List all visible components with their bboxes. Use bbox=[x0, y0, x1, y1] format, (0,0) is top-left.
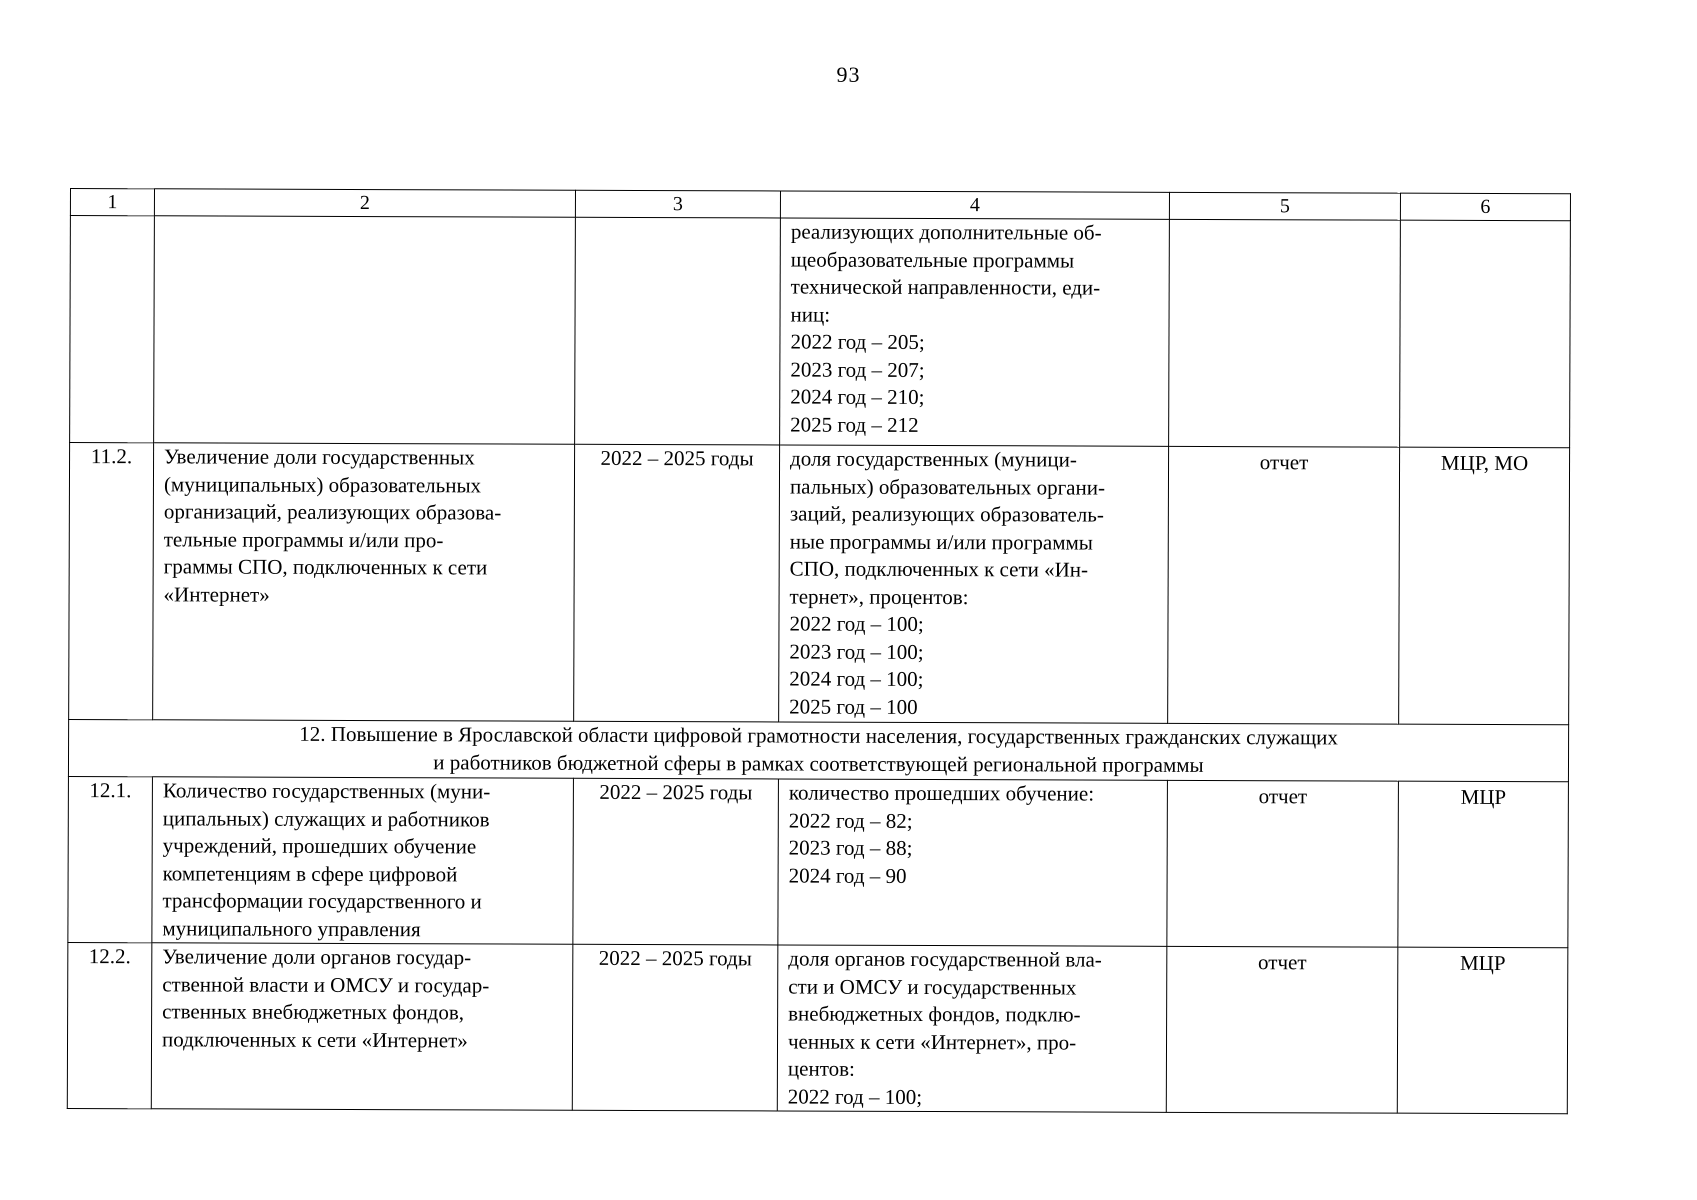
name-line: «Интернет» bbox=[163, 581, 270, 607]
row-number: 12.1. bbox=[68, 776, 153, 942]
indicator-line: 2024 год – 100; bbox=[789, 666, 924, 691]
responsible: МЦР, МО bbox=[1399, 447, 1570, 725]
column-number: 2 bbox=[154, 189, 575, 217]
indicator-line: доля государственных (муници- bbox=[790, 446, 1077, 472]
indicator-line: 2022 год – 205; bbox=[790, 329, 925, 354]
name-line: ципальных) служащих и работников bbox=[162, 805, 490, 831]
indicator-line: технической направленности, еди- bbox=[790, 274, 1101, 300]
indicator-line: внебюджетных фондов, подклю- bbox=[788, 1001, 1081, 1027]
section-heading bbox=[68, 719, 1568, 781]
period: 2022 – 2025 годы bbox=[572, 944, 778, 1111]
indicator-line: 2022 год – 100; bbox=[789, 611, 924, 636]
report-source: отчет bbox=[1166, 946, 1398, 1113]
plan-table bbox=[67, 188, 1571, 1114]
period bbox=[575, 217, 781, 445]
name-line: Количество государственных (муни- bbox=[162, 778, 491, 804]
period: 2022 – 2025 годы bbox=[574, 444, 780, 722]
name-line: подключенных к сети «Интернет» bbox=[161, 1026, 468, 1052]
indicator-line: 2023 год – 100; bbox=[789, 639, 924, 664]
name-line: учреждений, прошедших обучение bbox=[162, 833, 477, 859]
indicator-line: 2024 год – 90 bbox=[788, 863, 907, 888]
name-line: граммы СПО, подключенных к сети bbox=[163, 554, 488, 580]
measure-name bbox=[154, 216, 576, 444]
column-number: 5 bbox=[1169, 192, 1400, 220]
table-row bbox=[68, 776, 1569, 947]
indicator-line: 2022 год – 100; bbox=[787, 1084, 923, 1109]
section-heading-line: 12. Повышение в Ярославской области цифровой грамотности населения, государственных гражданских служащих bbox=[299, 721, 1338, 750]
table-row bbox=[69, 443, 1570, 725]
name-line: организаций, реализующих образова- bbox=[163, 499, 502, 525]
indicator bbox=[779, 445, 1169, 723]
indicator-line: тернет», процентов: bbox=[789, 584, 969, 609]
measure-name bbox=[152, 777, 574, 944]
responsible: МЦР bbox=[1397, 947, 1568, 1114]
name-line: трансформации государственного и bbox=[162, 888, 482, 914]
row-number: 12.2. bbox=[67, 942, 152, 1108]
table-row bbox=[67, 942, 1568, 1113]
name-line: компетенциям в сфере цифровой bbox=[162, 860, 458, 886]
indicator bbox=[778, 779, 1168, 946]
responsible bbox=[1400, 220, 1571, 448]
column-number: 3 bbox=[575, 190, 780, 218]
name-line: Увеличение доли органов государ- bbox=[162, 944, 472, 970]
indicator-line: 2025 год – 212 bbox=[790, 412, 919, 437]
indicator-line: щеобразовательные программы bbox=[790, 247, 1075, 273]
column-number: 4 bbox=[780, 191, 1169, 219]
indicator-line: количество прошедших обучение: bbox=[788, 780, 1095, 806]
indicator-line: пальных) образовательных органи- bbox=[789, 474, 1106, 500]
indicator-line: 2022 год – 82; bbox=[788, 808, 913, 833]
responsible: МЦР bbox=[1398, 781, 1569, 948]
indicator-line: реализующих дополнительные об- bbox=[790, 219, 1102, 245]
column-number: 6 bbox=[1400, 193, 1570, 221]
name-line: ственной власти и ОМСУ и государ- bbox=[162, 971, 490, 997]
row-number bbox=[70, 216, 155, 443]
indicator-line: 2023 год – 207; bbox=[790, 357, 925, 382]
indicator-line: ченных к сети «Интернет», про- bbox=[787, 1029, 1077, 1055]
column-number: 1 bbox=[70, 189, 154, 216]
indicator-line: сти и ОМСУ и государственных bbox=[788, 974, 1077, 1000]
section-heading-line: и работников бюджетной сферы в рамках соответствующей региональной программы bbox=[433, 749, 1204, 777]
indicator-line: 2023 год – 88; bbox=[788, 835, 913, 860]
report-source bbox=[1169, 219, 1401, 447]
indicator-line: доля органов государственной вла- bbox=[788, 946, 1102, 972]
name-line: ственных внебюджетных фондов, bbox=[162, 999, 465, 1025]
name-line: (муниципальных) образовательных bbox=[163, 471, 482, 497]
name-line: муниципального управления bbox=[162, 915, 421, 941]
indicator-line: 2024 год – 210; bbox=[790, 384, 925, 409]
indicator-line: ниц: bbox=[790, 302, 831, 327]
measure-name bbox=[153, 443, 575, 721]
table-row bbox=[70, 216, 1571, 448]
report-source: отчет bbox=[1168, 446, 1400, 724]
page-number: 93 bbox=[836, 62, 861, 87]
indicator-line: ные программы и/или программы bbox=[789, 529, 1093, 555]
row-number: 11.2. bbox=[69, 443, 154, 720]
indicator-line: СПО, подключенных к сети «Ин- bbox=[789, 556, 1089, 582]
name-line: Увеличение доли государственных bbox=[164, 444, 475, 470]
period: 2022 – 2025 годы bbox=[573, 778, 779, 945]
indicator bbox=[777, 945, 1167, 1112]
indicator-line: центов: bbox=[787, 1056, 855, 1081]
section-row bbox=[68, 719, 1568, 781]
report-source: отчет bbox=[1167, 780, 1399, 947]
indicator bbox=[780, 218, 1170, 446]
indicator-line: 2025 год – 100 bbox=[789, 694, 918, 719]
indicator-line: заций, реализующих образователь- bbox=[789, 501, 1104, 527]
measure-name bbox=[151, 943, 573, 1110]
name-line: тельные программы и/или про- bbox=[163, 526, 444, 552]
